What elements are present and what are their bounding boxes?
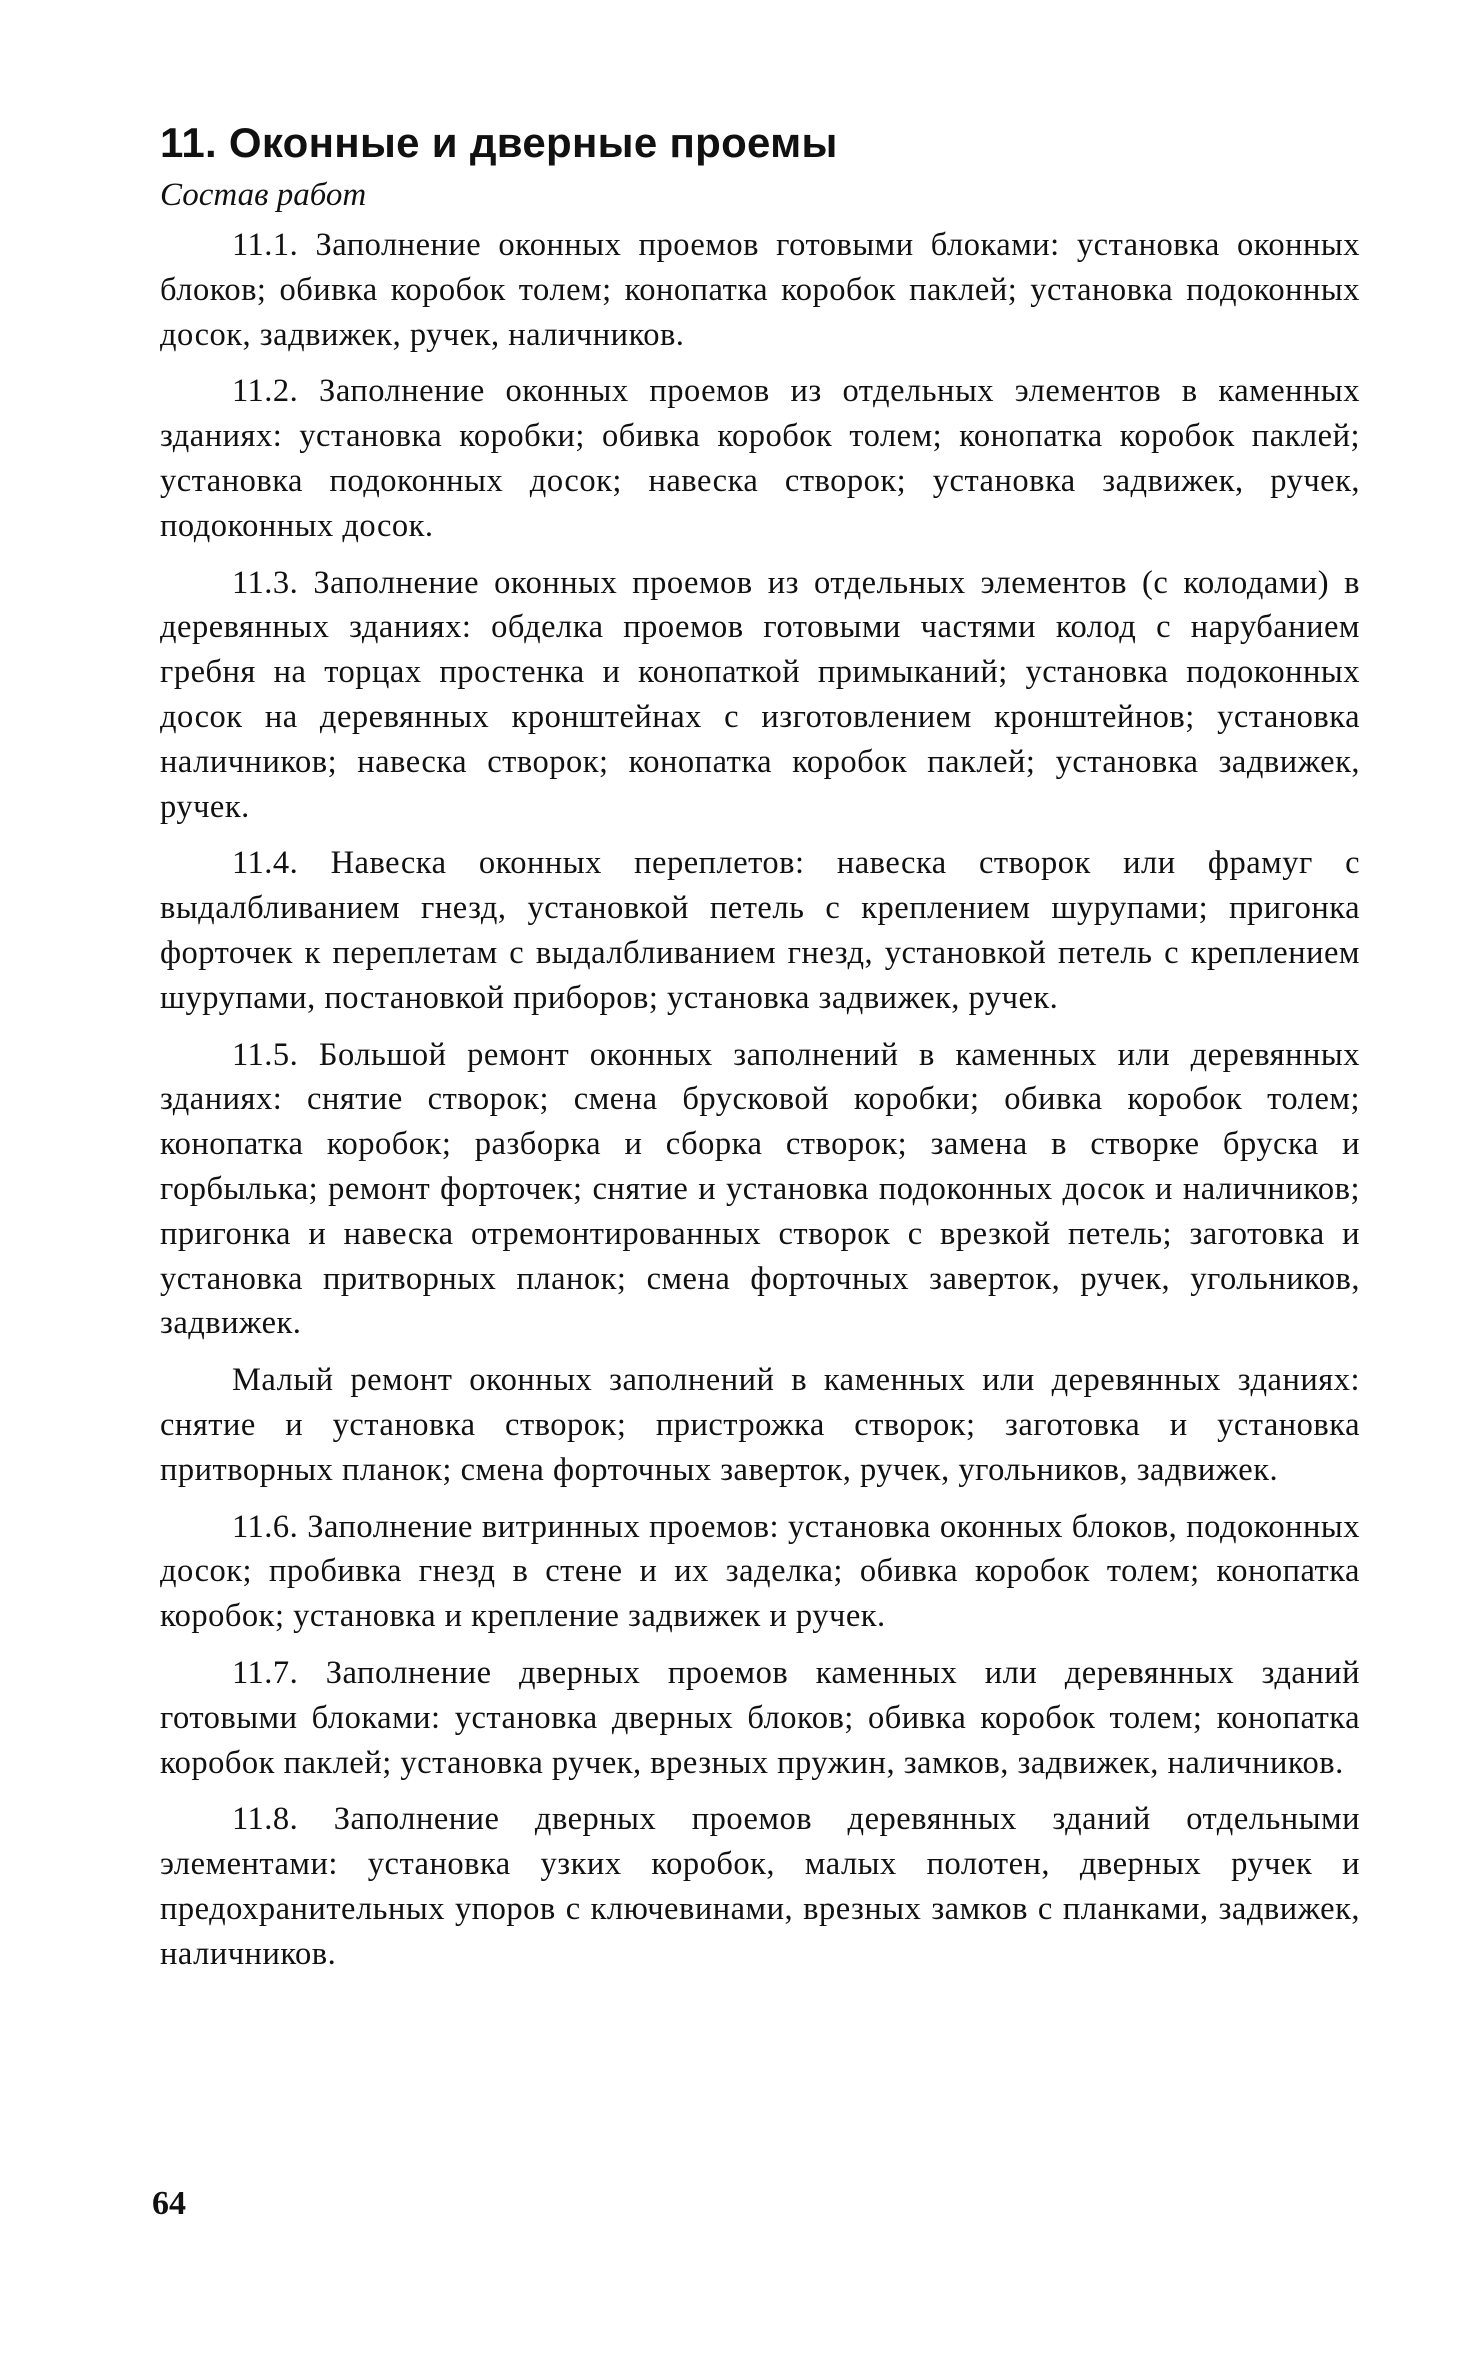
page-content [160,120,1360,1989]
paragraph-11-5: 11.5. Большой ремонт оконных заполнений в каменных или деревянных зданиях: снятие створок; смена брусковой коробки; обивка коробок толем; конопатка коробок; разборка и сборка створок; замена в створке бруска и горбылька; ремонт форточек; снятие и установка подоконных досок и наличников; пригонка и навеска отремонтированных створок с врезкой петель; заготовка и установка притворных планок; смена форточных заверток, ручек, угольников, задвижек. [160,1036,1360,1342]
section-subheading: Состав работ [160,177,367,214]
paragraph-11-3: 11.3. Заполнение оконных проемов из отдельных элементов (с колодами) в деревянных зданиях: обделка проемов готовыми частями колод с нарубанием гребня на торцах простенка и конопаткой примыканий; установка подоконных досок на деревянных кронштейнах с изготовлением кронштейнов; установка наличников; навеска створок; конопатка коробок паклей; установка задвижек, ручек. [160,564,1360,825]
paragraph-11-2: 11.2. Заполнение оконных проемов из отдельных элементов в каменных зданиях: установка коробки; обивка коробок толем; конопатка коробок паклей; установка подоконных досок; навеска створок; установка задвижек, ручек, подоконных досок. [160,373,1360,544]
paragraph-minor-repair: Малый ремонт оконных заполнений в каменных или деревянных зданиях: снятие и установка створок; пристрожка створок; заготовка и установка притворных планок; смена форточных заверток, ручек, угольников, задвижек. [160,1362,1360,1488]
page-number: 64 [152,2185,186,2222]
paragraph-11-1: 11.1. Заполнение оконных проемов готовыми блоками: установка оконных блоков; обивка коробок толем; конопатка коробок паклей; установка подоконных досок, задвижек, ручек, наличников. [160,227,1360,353]
paragraph-11-6: 11.6. Заполнение витринных проемов: установка оконных блоков, подоконных досок; пробивка гнезд в стене и их заделка; обивка коробок толем; конопатка коробок; установка и крепление задвижек и ручек. [160,1508,1360,1635]
paragraph-11-4: 11.4. Навеска оконных переплетов: навеска створок или фрамуг с выдалбливанием гнезд, установкой петель с креплением шурупами; пригонка форточек к переплетам с выдалбливанием гнезд, установкой петель с креплением шурупами, постановкой приборов; установка задвижек, ручек. [160,845,1360,1016]
paragraph-11-7: 11.7. Заполнение дверных проемов каменных или деревянных зданий готовыми блоками: установка дверных блоков; обивка коробок толем; конопатка коробок паклей; установка ручек, врезных пружин, замков, задвижек, наличников. [160,1654,1360,1781]
paragraph-11-8: 11.8. Заполнение дверных проемов деревянных зданий отдельными элементами: установка узких коробок, малых полотен, дверных ручек и предохранительных упоров с ключевинами, врезных замков с планками, задвижек, наличников. [160,1801,1360,1972]
section-heading: 11. Оконные и дверные проемы [160,119,838,166]
